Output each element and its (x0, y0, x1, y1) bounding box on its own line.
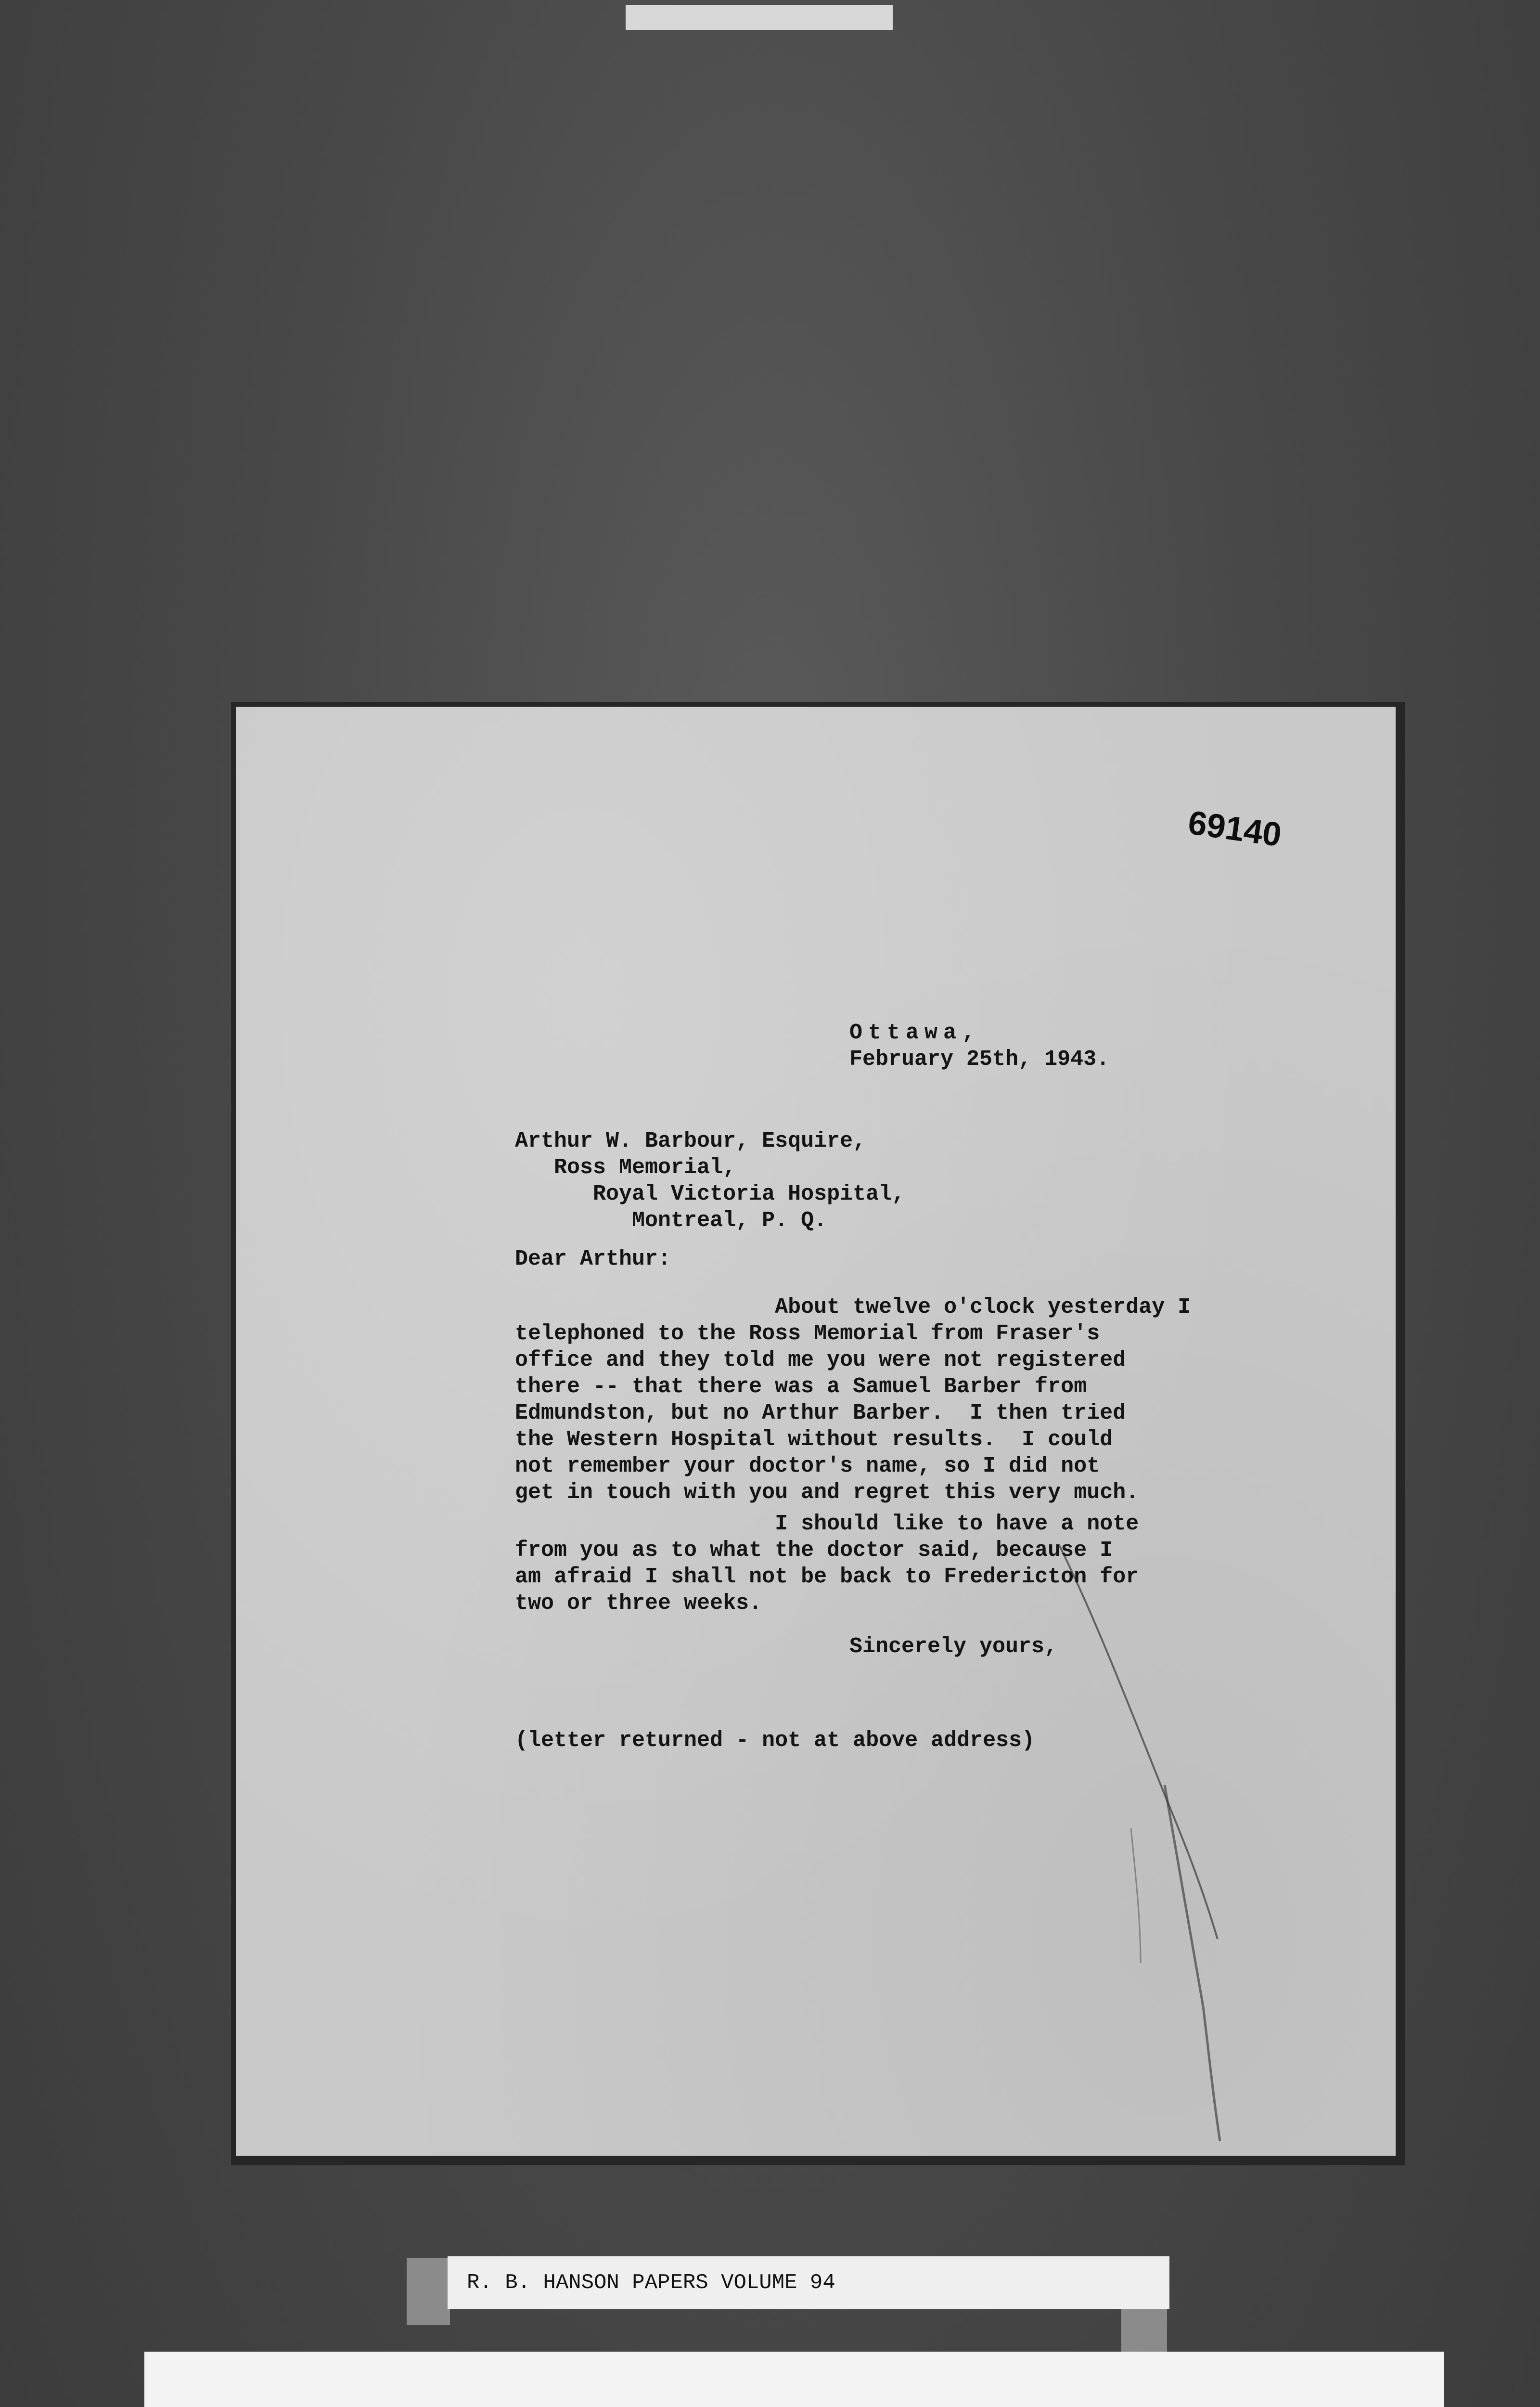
letter-date: February 25th, 1943. (849, 1047, 1110, 1072)
salutation: Dear Arthur: (515, 1247, 671, 1271)
text-line: there -- that there was a Samuel Barber from (515, 1374, 1087, 1399)
top-mounting-tab (626, 5, 893, 30)
archive-card (144, 2352, 1444, 2407)
address-line: Montreal, P. Q. (632, 1208, 827, 1233)
body-paragraph-1 (515, 1294, 1191, 1506)
text-line: get in touch with you and regret this very much. (515, 1480, 1139, 1505)
address-line: Ross Memorial, (554, 1155, 736, 1180)
returned-note: (letter returned - not at above address) (515, 1728, 1035, 1753)
letter-page (236, 707, 1396, 2156)
letter-city: Ottawa, (849, 1021, 981, 1045)
address-line: Royal Victoria Hospital, (593, 1182, 905, 1206)
text-line: About twelve o'clock yesterday I (775, 1295, 1191, 1320)
text-line: not remember your doctor's name, so I did not (515, 1454, 1100, 1478)
text-line: from you as to what the doctor said, because I (515, 1538, 1113, 1563)
text-line: I should like to have a note (775, 1512, 1139, 1536)
volume-label (448, 2256, 1169, 2309)
text-line: office and they told me you were not registered (515, 1348, 1126, 1372)
text-line: am afraid I shall not be back to Fredericton for (515, 1565, 1139, 1589)
text-line: two or three weeks. (515, 1591, 762, 1616)
text-line: the Western Hospital without results. I could (515, 1427, 1113, 1452)
address-line: Arthur W. Barbour, Esquire, (515, 1129, 866, 1153)
text-line: telephoned to the Ross Memorial from Fraser's (515, 1321, 1100, 1346)
volume-label-text: R. B. HANSON PAPERS VOLUME 94 (467, 2271, 835, 2295)
document-reference-number: 69140 (1186, 803, 1284, 854)
body-paragraph-2 (515, 1511, 1139, 1617)
recipient-address (515, 1128, 905, 1234)
tape-strip-left (407, 2258, 450, 2325)
closing: Sincerely yours, (849, 1634, 1058, 1659)
text-line: Edmundston, but no Arthur Barber. I then tried (515, 1401, 1126, 1425)
